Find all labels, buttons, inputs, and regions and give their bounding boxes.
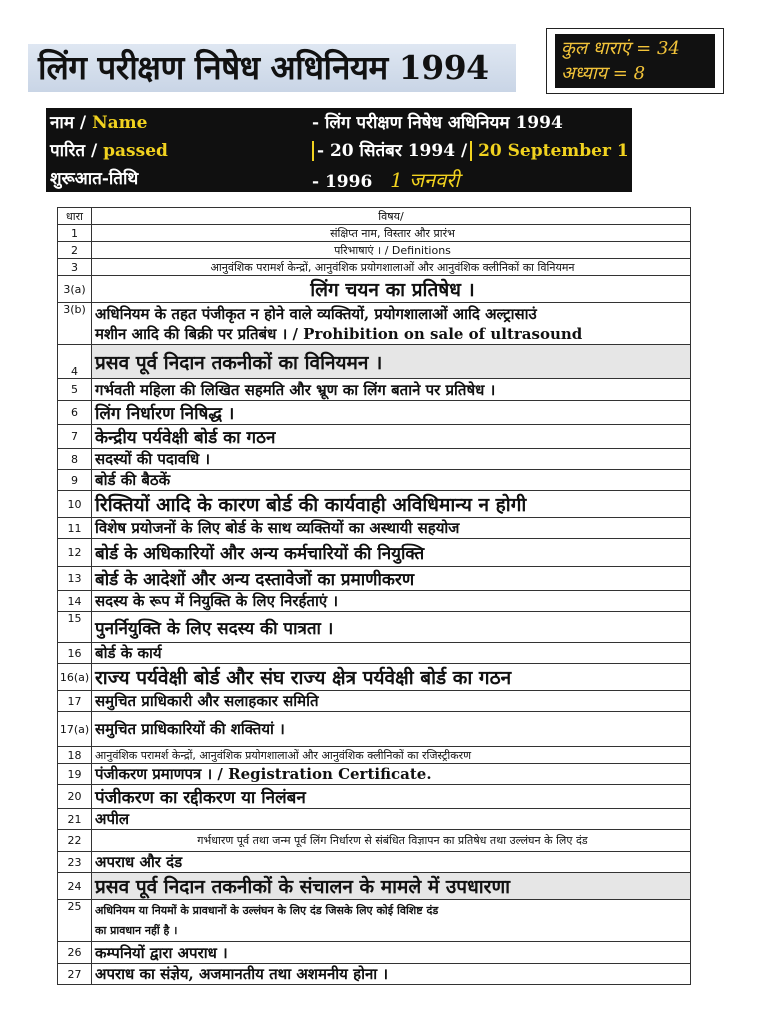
handwritten-note-box <box>546 28 724 94</box>
table-row <box>58 964 691 985</box>
section-title: केन्द्रीय पर्यवेक्षी बोर्ड का गठन <box>92 425 691 449</box>
section-title: बोर्ड के अधिकारियों और अन्य कर्मचारियों की नियुक्ति <box>92 539 691 567</box>
section-title: पंजीकरण का रद्दीकरण या निलंबन <box>92 785 691 809</box>
page-title: लिंग परीक्षण निषेध अधिनियम 1994 <box>38 48 489 87</box>
section-number: 9 <box>58 470 92 491</box>
table-row <box>58 425 691 449</box>
section-number: 18 <box>58 747 92 764</box>
table-header-row <box>58 208 691 225</box>
section-title: गर्भधारण पूर्व तथा जन्म पूर्व लिंग निर्धारण से संबंधित विज्ञापन का प्रतिषेध तथा उल्लंघन के लिए दंड <box>92 830 691 852</box>
section-number: 15 <box>58 612 92 643</box>
section-number: 27 <box>58 964 92 985</box>
section-title: कम्पनियों द्वारा अपराध । <box>92 942 691 964</box>
section-number: 13 <box>58 567 92 591</box>
table-row <box>58 491 691 518</box>
section-title: अपराध का संज्ञेय, अजमानतीय तथा अशमनीय होना । <box>92 964 691 985</box>
section-number: 23 <box>58 852 92 873</box>
table-row <box>58 873 691 900</box>
section-title: प्रसव पूर्व निदान तकनीकों का विनियमन । <box>92 345 691 379</box>
note-total-sections: कुल धाराएं = 34 <box>561 38 680 59</box>
section-title: आनुवंशिक परामर्श केन्द्रों, आनुवंशिक प्रयोगशालाओं और आनुवंशिक क्लीनिकों का विनियमन <box>92 259 691 276</box>
section-title: बोर्ड के कार्य <box>92 643 691 664</box>
section-number: 25 <box>58 900 92 942</box>
section-number: 19 <box>58 764 92 785</box>
section-title: परिभाषाएं । / Definitions <box>92 242 691 259</box>
section-title: संक्षिप्त नाम, विस्तार और प्रारंभ <box>92 225 691 242</box>
info-row-passed <box>46 138 632 166</box>
name-value: - लिंग परीक्षण निषेध अधिनियम 1994 <box>312 113 563 133</box>
section-number: 12 <box>58 539 92 567</box>
table-row <box>58 830 691 852</box>
table-row <box>58 664 691 691</box>
section-number: 8 <box>58 449 92 470</box>
table-row <box>58 852 691 873</box>
section-title: अधिनियम या नियमों के प्रावधानों के उल्लंघन के लिए दंड जिसके लिए कोई विशिष्ट दंड का प्रावधान नहीं है । <box>92 900 691 942</box>
section-title: विशेष प्रयोजनों के लिए बोर्ड के साथ व्यक्तियों का अस्थायी सहयोज <box>92 518 691 539</box>
section-number: 5 <box>58 379 92 401</box>
section-title: समुचित प्राधिकारी और सलाहकार समिति <box>92 691 691 712</box>
section-title: अपराध और दंड <box>92 852 691 873</box>
passed-value: - 20 सितंबर 1994 / 20 September 1 <box>312 138 629 161</box>
section-number: 6 <box>58 401 92 425</box>
section-number: 2 <box>58 242 92 259</box>
section-title: रिक्तियों आदि के कारण बोर्ड की कार्यवाही अविधिमान्य न होगी <box>92 491 691 518</box>
section-title: समुचित प्राधिकारियों की शक्तियां । <box>92 712 691 747</box>
note-background <box>555 34 715 88</box>
section-number: 22 <box>58 830 92 852</box>
section-title: गर्भवती महिला की लिखित सहमति और भ्रूण का लिंग बताने पर प्रतिषेध । <box>92 379 691 401</box>
section-number: 3(b) <box>58 303 92 345</box>
table-row <box>58 225 691 242</box>
section-number: 14 <box>58 591 92 612</box>
section-title: सदस्यों की पदावधि । <box>92 449 691 470</box>
note-chapters: अध्याय = 8 <box>561 63 646 84</box>
table-row <box>58 379 691 401</box>
section-title: लिंग निर्धारण निषिद्ध । <box>92 401 691 425</box>
section-title: सदस्य के रूप में नियुक्ति के लिए निरर्हताएं । <box>92 591 691 612</box>
table-row <box>58 242 691 259</box>
sections-table <box>57 207 691 985</box>
section-title: बोर्ड की बैठकें <box>92 470 691 491</box>
info-row-name <box>46 110 632 138</box>
section-title: लिंग चयन का प्रतिषेध । <box>92 276 691 303</box>
section-number: 11 <box>58 518 92 539</box>
table-row <box>58 643 691 664</box>
section-number: 10 <box>58 491 92 518</box>
table-row <box>58 518 691 539</box>
section-number: 21 <box>58 809 92 830</box>
section-number: 17(a) <box>58 712 92 747</box>
section-title: अपील <box>92 809 691 830</box>
section-number: 3(a) <box>58 276 92 303</box>
table-row <box>58 591 691 612</box>
table-row <box>58 942 691 964</box>
header-section: धारा <box>58 208 92 225</box>
section-title: पंजीकरण प्रमाणपत्र । / Registration Certificate. <box>92 764 691 785</box>
section-number: 17 <box>58 691 92 712</box>
table-row <box>58 276 691 303</box>
table-row <box>58 567 691 591</box>
table-row <box>58 747 691 764</box>
table-row <box>58 764 691 785</box>
section-number: 24 <box>58 873 92 900</box>
title-banner <box>28 44 516 92</box>
table-row <box>58 691 691 712</box>
table-row <box>58 809 691 830</box>
act-info-panel <box>46 108 632 192</box>
table-row <box>58 259 691 276</box>
section-title: प्रसव पूर्व निदान तकनीकों के संचालन के मामले में उपधारणा <box>92 873 691 900</box>
section-number: 7 <box>58 425 92 449</box>
section-number: 4 <box>58 345 92 379</box>
table-row <box>58 470 691 491</box>
section-number: 16(a) <box>58 664 92 691</box>
passed-label: पारित / passed <box>50 141 168 161</box>
table-row <box>58 449 691 470</box>
section-title: आनुवंशिक परामर्श केन्द्रों, आनुवंशिक प्रयोगशालाओं और आनुवंशिक क्लीनिकों का रजिस्ट्रीकरण <box>92 747 691 764</box>
info-row-start <box>46 166 632 192</box>
table-row <box>58 539 691 567</box>
table-row <box>58 612 691 643</box>
section-title: पुनर्नियुक्ति के लिए सदस्य की पात्रता । <box>92 612 691 643</box>
table-row <box>58 401 691 425</box>
section-title: राज्य पर्यवेक्षी बोर्ड और संघ राज्य क्षेत्र पर्यवेक्षी बोर्ड का गठन <box>92 664 691 691</box>
section-title: अधिनियम के तहत पंजीकृत न होने वाले व्यक्तियों, प्रयोगशालाओं आदि अल्ट्रासाउं मशीन आदि की बिक्री पर प्रतिबंध । / Prohibition on sale of ultrasound <box>92 303 691 345</box>
table-row <box>58 303 691 345</box>
section-title: बोर्ड के आदेशों और अन्य दस्तावेजों का प्रमाणीकरण <box>92 567 691 591</box>
header-subject: विषय/ <box>92 208 691 225</box>
table-row <box>58 345 691 379</box>
section-number: 3 <box>58 259 92 276</box>
name-label: नाम / Name <box>50 113 148 133</box>
table-row <box>58 712 691 747</box>
section-number: 20 <box>58 785 92 809</box>
section-number: 16 <box>58 643 92 664</box>
start-label: शुरूआत-तिथि <box>50 169 139 189</box>
start-value: - 1996 1 जनवरी <box>312 168 460 192</box>
section-number: 26 <box>58 942 92 964</box>
table-row <box>58 900 691 942</box>
table-row <box>58 785 691 809</box>
section-number: 1 <box>58 225 92 242</box>
start-handwritten-date: 1 जनवरी <box>390 168 460 192</box>
